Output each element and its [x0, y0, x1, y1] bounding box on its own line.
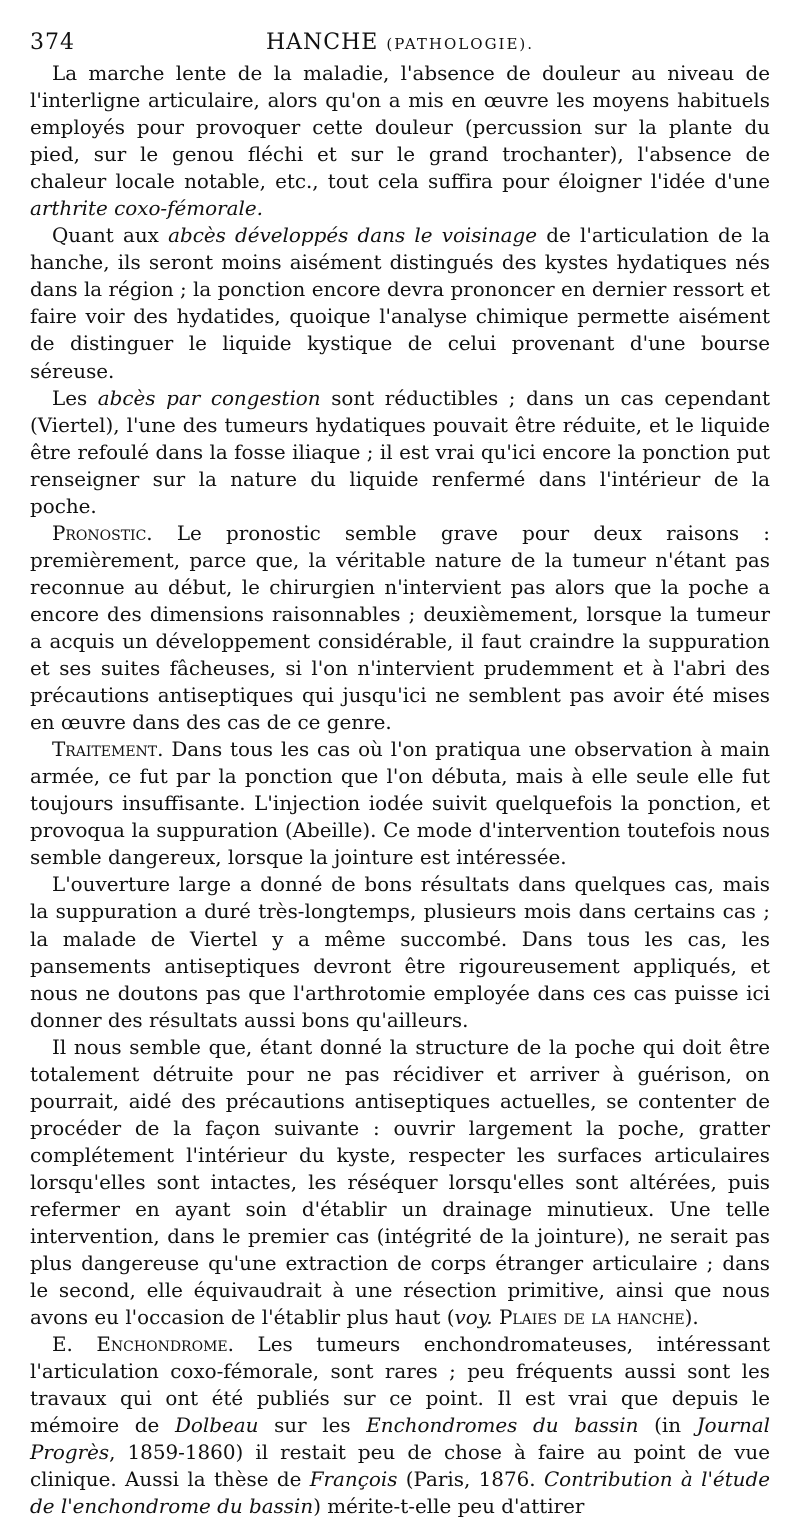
text-run: (in: [638, 1414, 697, 1438]
text-run: Le pronostic semble grave pour deux raisons : premièrement, parce que, la véritable nature de la tumeur n'étant pas reconnue au début, le chirurgien n'intervient pas alors que la poche a encore des dimensions raisonnables ; deuxièmement, lorsque la tumeur a acquis un développement considérable, il faut craindre la suppuration et ses suites fâcheuses, si l'on n'intervient prudemment et à l'abri des précautions antiseptiques qui jusqu'ici ne semblent pas avoir été mises en œuvre dans des cas de ce genre.: [30, 521, 770, 735]
paragraph-prognosis: [30, 520, 770, 736]
text-run: , 1859-1860) il restait peu de chose à faire au point de vue clinique. Aussi la thèse de: [30, 1441, 770, 1492]
paragraph-enchondroma: [30, 1331, 770, 1520]
italic-term: voy.: [454, 1306, 493, 1330]
author-name: François: [309, 1468, 398, 1492]
cross-reference: Plaies de la hanche: [498, 1306, 685, 1330]
italic-term: abcès développés dans le voisinage: [168, 224, 538, 248]
text-run: L'ouverture large a donné de bons résultats dans quelques cas, mais la suppuration a duré très-longtemps, plusieurs mois dans certains cas ; la malade de Viertel y a même succombé. Dans tous les cas, les pansements antiseptiques devront être rigoureusement appliqués, et nous ne doutons pas que l'arthrotomie employée dans ces cas puisse ici donner des résultats aussi bons qu'ailleurs.: [30, 873, 770, 1032]
running-head: [30, 30, 770, 55]
text-run: E.: [52, 1333, 97, 1357]
text-run: ) mérite-t-elle peu d'attirer: [313, 1495, 585, 1519]
text-run: ).: [684, 1306, 699, 1330]
text-run: Il nous semble que, étant donné la structure de la poche qui doit être totalement détruite pour ne pas récidiver et arriver à guérison, on pourrait, aidé des précautions antiseptiques actuelles, se contenter de procéder de la façon suivante : ouvrir largement la poche, gratter complétement l'intérieur du kyste, respecter les surfaces articulaires lorsqu'elles sont intactes, les réséquer lorsqu'elles sont altérées, puis refermer en ayant soin d'établir un drainage minutieux. Une telle intervention, dans le premier cas (intégrité de la jointure), ne serait pas plus dangereuse qu'une extraction de corps étranger articulaire ; dans le second, elle équivaudrait à une résection primitive, ainsi que nous avons eu l'occasion de l'établir plus haut (: [30, 1035, 770, 1330]
italic-term: abcès par congestion: [97, 386, 321, 410]
running-head-title: HANCHE: [265, 30, 379, 55]
text-run: Les tumeurs enchondromateuses, intéressant l'articulation coxo-fémorale, sont rares ; peu fréquents aussi sont les travaux qui ont été publiés sur ce point. Il est vrai que depuis le mémoire de: [30, 1333, 770, 1438]
page-body: [30, 60, 770, 1521]
text-run: Dans tous les cas où l'on pratiqua une observation à main armée, ce fut par la ponction que l'on débuta, mais à elle seule elle fut toujours insuffisante. L'injection iodée suivit quelquefois la ponction, et provoqua la suppuration (Abeille). Ce mode d'intervention toutefois nous semble dangereux, lorsque la jointure est intéressée.: [30, 738, 770, 870]
page-header: [30, 30, 770, 56]
paragraph-diagnosis-congestion: [30, 385, 770, 520]
text-run: sont réductibles ; dans un cas cependant (Viertel), l'une des tumeurs hydatiques pouvait être réduite, et le liquide être refoulé dans la fosse iliaque ; il est vrai qu'ici encore la ponction put renseigner sur la nature du liquide renfermé dans l'intérieur de la poche.: [30, 386, 770, 518]
text-run: de l'articulation de la hanche, ils seront moins aisément distingués des kystes hydatiques nés dans la région ; la ponction encore devra prononcer en dernier ressort et faire voir des hydatides, quoique l'analyse chimique permette aisément de distinguer le liquide kystique de celui provenant d'une bourse séreuse.: [30, 224, 771, 383]
journal-title: Journal Progrès: [30, 1414, 771, 1465]
italic-term: arthrite coxo-fémorale.: [30, 197, 263, 221]
work-title: Enchondromes du bassin: [366, 1414, 639, 1438]
paragraph-diagnosis-arthritis: [30, 60, 770, 222]
text-run: (Paris, 1876.: [397, 1468, 544, 1492]
text-run: Quant aux: [52, 224, 169, 248]
paragraph-open-surgery: [30, 871, 770, 1033]
section-heading-enchondroma: Enchondrome.: [96, 1333, 234, 1357]
running-head-subtitle: (PATHOLOGIE).: [386, 35, 535, 53]
paragraph-proposed-procedure: [30, 1034, 770, 1332]
paragraph-diagnosis-abscess: [30, 222, 770, 384]
work-title: Contribution à l'étude de l'enchondrome du bassin: [30, 1468, 771, 1519]
text-run: Les: [52, 386, 98, 410]
text-run: sur les: [258, 1414, 367, 1438]
page-number: 374: [30, 30, 75, 55]
author-name: Dolbeau: [174, 1414, 259, 1438]
paragraph-treatment: [30, 736, 770, 871]
section-heading-treatment: Traitement.: [52, 738, 164, 762]
section-heading-prognosis: Pronostic.: [52, 521, 153, 545]
text-run: La marche lente de la maladie, l'absence de douleur au niveau de l'interligne articulaire, alors qu'on a mis en œuvre les moyens habituels employés pour provoquer cette douleur (percussion sur la plante du pied, sur le genou fléchi et sur le grand trochanter), l'absence de chaleur locale notable, etc., tout cela suffira pour éloigner l'idée d'une: [30, 62, 770, 194]
